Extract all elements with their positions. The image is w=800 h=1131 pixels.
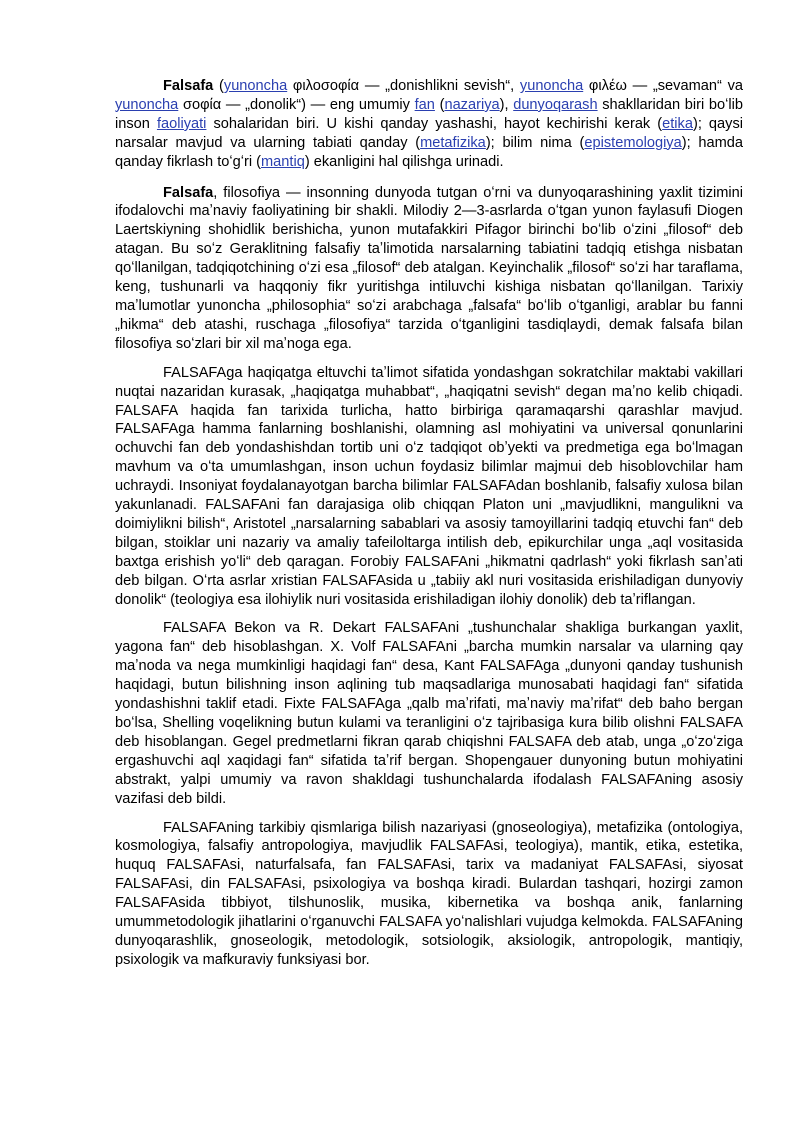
text-run: φιλοσοφία — „donishlikni sevish“, [287, 78, 520, 94]
wiki-link[interactable]: metafizika [420, 134, 486, 151]
text-run: FALSAFAga haqiqatga eltuvchi taʼlimot sifatida yondashgan sokratchilar maktabi vakillari nuqtai nazaridan kurasak, „haqiqatga muhabbat“, „haqiqatni sevish“ degan maʼno kelib chiqadi. FALSAFA haqida fan tarixida turlicha, hatto birbiriga qaramaqarshi qarashlar mavjud. FALSAFAga hamma fanlarning boshlanishi, olamning asl mohiyatini va universal qonunlarini ochuvchi fan deb yondashishdan tortib uni oʻz tadqiqot obʼyekti va predmetiga ega boʻlmagan mavhum va oʻta umumlashgan, inson uchun foydasiz bilimlar majmui deb hisoblovchilar ham uchraydi. Insoniyat foydalanayotgan barcha bilimlar FALSAFAdan boshlanib, falsafiy xulosa bilan yakunlanadi. FALSAFAni fan darajasiga olib chiqqan Platon uni „mavjudlikni, mangulikni va doimiylikni bilish“, Aristotel „narsalarning sabablari va asosiy tamoyillarini tadqiq etuvchi fan“ deb bilgan, stoiklar uni nazariy va amaliy tafeiloltarga intilish deb, epikurchilar unga „aql vositasida baxtga erishish yoʻli“ deb qaragan. Forobiy FALSAFAni „hikmatni qadrlash“ yoki fikrlash sanʼati deb bilgan. Oʻrta asrlar xristian FALSAFAsida u „tabiiy akl nuri vositasida erishiladigan dunyoviy donolik“ (teologiya esa ilohiylik nuri vositasida erishiladigan ilohiy donolik) deb taʼriflangan. [115, 364, 743, 608]
paragraph-3 [115, 364, 743, 610]
wiki-link[interactable]: epistemologiya [584, 134, 682, 151]
text-run: ( [434, 96, 445, 113]
text-run: φιλέω — „sevaman“ va [583, 78, 743, 94]
text-run: sohalaridan biri. U kishi qanday yashashi, hayot kechirishi kerak ( [206, 115, 663, 132]
text-run: ( [213, 78, 224, 94]
wiki-link[interactable]: yunoncha [115, 96, 179, 113]
paragraph-4 [115, 619, 743, 808]
term-heading: Falsafa [163, 184, 214, 201]
text-run: ); qaysi narsalar mavjud va ularning tabiati qanday ( [115, 115, 743, 151]
text-run: ); bilim nima ( [485, 134, 585, 151]
text-run: ), [499, 96, 514, 113]
text-run: , filosofiya — insonning dunyoda tutgan oʻrni va dunyoqarashining yaxlit tizimini ifodalovchi maʼnaviy faoliyatining bir shakli. Milodiy 2—3-asrlarda oʻtgan yunon faylasufi Diogen Laertskiyning shohidlik berishicha, yunon mutafakkiri Pifagor birinchi boʻlib oʻzini „filosof“ deb atagan. Bu soʻz Geraklitning falsafiy taʼlimotida narsalarning tabiatini tadqiq etishga nisbatan qoʻllanilgan, tadqiqotchining oʻzi esa „filosof“ deb atalgan. Keyinchalik „filosof“ soʻzi har taraflama, keng, tushunarli va haqqoniy fikr yuritishga intiluvchi kishiga nisbatan qoʻllanilgan. Tarixiy maʼlumotlar yunoncha „philosophia“ soʻzi arabchaga „falsafa“ boʻlib oʻtganligi, arablar bu fanni „hikma“ deb atashi, ruschaga „filosofiya“ tarzida oʻtganligini tasdiqlaydi, demak falsafa bilan filosofiya soʻzlari bir xil maʼnoga ega. [115, 184, 743, 352]
wiki-link[interactable]: yunoncha [223, 78, 288, 94]
text-run: ); hamda qanday fikrlash toʻgʻri ( [115, 134, 743, 170]
text-run: FALSAFA Bekon va R. Dekart FALSAFAni „tushunchalar shakliga burkangan yaxlit, yagona fan“ deb hisoblashgan. X. Volf FALSAFAni „barcha mumkin narsalar va ularning qay maʼnoda va nega mumkinligi haqidagi fan“ desa, Kant FALSAFAga „dunyoni qanday tushunish haqidagi, butun bilishning inson aqlining tub maqsadlariga munosabati haqidagi fan“ sifatida yondashishni taklif etadi. Fixte FALSAFAga „qalb maʼrifati, maʼnaviy maʼrifat“ deb baho bergan boʻlsa, Shelling voqelikning butun kulami va teranligini oʻz tajribasiga kura bilib olishni FALSAFA deb hisoblangan. Gegel predmetlarni fikran qarab chiqishni FALSAFA deb atab, unga „oʻzoʻziga ergashuvchi aql xaqidagi fan“ sifatida taʼrif bergan. Shopengauer dunyoning butun mohiyatini abstrakt, yalpi umumiy va ravon shakldagi tushunchalarda ifodalash FALSAFAning asosiy vazifasi deb bildi. [115, 620, 743, 807]
wiki-link[interactable]: nazariya [444, 96, 500, 113]
text-run: ) ekanligini hal qilishga urinadi. [304, 153, 504, 170]
paragraph-2 [115, 184, 743, 354]
text-run: FALSAFAning tarkibiy qismlariga bilish nazariyasi (gnoseologiya), metafizika (ontologiya, kosmologiya, falsafiy antropologiya, mavjudlik FALSAFAsi, teologiya), mantik, etika, estetika, huquq FALSAFAsi, naturfalsafa, fan FALSAFAsi, tarix va madaniyat FALSAFAsi, siyosat FALSAFAsi, din FALSAFAsi, psixologiya va boshqa kiradi. Bulardan tashqari, hozirgi zamon FALSAFAsida tibbiyot, tilshunoslik, musika, kibernetika va boshqa anik, fanlarning umummetodologik jihatlarini oʻrganuvchi FALSAFA yoʻnalishlari vujudga kelmokda. FALSAFAning dunyoqarashlik, gnoseologik, metodologik, sotsiologik, aksiologik, antropologik, mantiqiy, psixologik va mafkuraviy funksiyasi bor. [115, 819, 743, 968]
paragraph-1 [115, 77, 743, 172]
document-body [115, 77, 743, 980]
wiki-link[interactable]: fan [414, 96, 435, 113]
wiki-link[interactable]: mantiq [261, 153, 305, 170]
text-run: σοφία — „donolik“) — eng umumiy [178, 96, 415, 113]
term-heading: Falsafa [163, 78, 214, 94]
wiki-link[interactable]: faoliyati [156, 115, 207, 132]
wiki-link[interactable]: yunoncha [519, 78, 584, 94]
wiki-link[interactable]: dunyoqarash [513, 96, 598, 113]
paragraph-5 [115, 819, 743, 970]
wiki-link[interactable]: etika [662, 115, 693, 132]
text-run: shakllaridan biri boʻlib inson [115, 96, 743, 132]
